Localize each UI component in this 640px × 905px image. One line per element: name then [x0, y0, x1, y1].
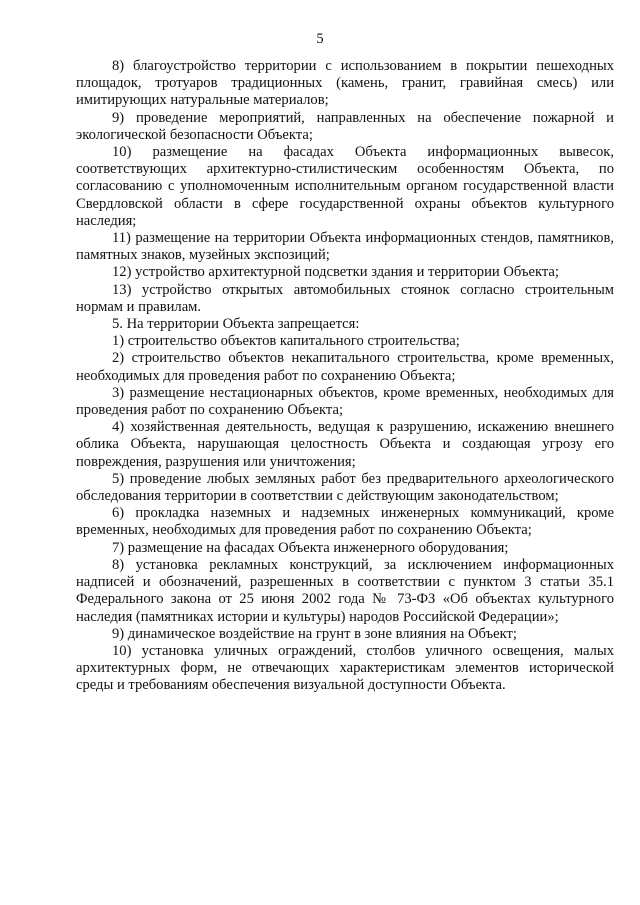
paragraph: 9) динамическое воздействие на грунт в зоне влияния на Объект;	[112, 625, 517, 642]
paragraph: 3) размещение нестационарных объектов, кроме временных, необходимых для проведения работ по сохранению Объекта;	[76, 384, 614, 419]
paragraph: 13) устройство открытых автомобильных стоянок согласно строительным нормам и правилам.	[76, 281, 614, 315]
paragraph: 7) размещение на фасадах Объекта инженерного оборудования;	[112, 539, 509, 556]
page-number: 5	[316, 31, 324, 47]
paragraph: 6) прокладка наземных и надземных инженерных коммуникаций, кроме временных, необходимых для проведения работ по сохранению Объекта;	[76, 505, 614, 539]
paragraph: 5) проведение любых земляных работ без предварительного археологического обследования территории в соответствии с действующим законодательством;	[76, 470, 614, 505]
paragraph: 9) проведение мероприятий, направленных на обеспечение пожарной и экологической безопасности Объекта;	[76, 109, 614, 143]
section-heading: 5. На территории Объекта запрещается:	[112, 316, 360, 333]
paragraph: 11) размещение на территории Объекта информационных стендов, памятников, памятных знаков, музейных экспозиций;	[76, 230, 614, 264]
paragraph: 8) благоустройство территории с использованием в покрытии пешеходных площадок, тротуаров традиционных (камень, гранит, гравийная смесь) или имитирующих натуральные материалов;	[76, 58, 614, 109]
paragraph: 10) размещение на фасадах Объекта информационных вывесок, соответствующих архитектурно-стилистическим особенностям Объекта, по согласованию с уполномоченным исполнительным органом государственной власти Свердловской области в сфере государственной охраны объектов культурного наследия;	[76, 144, 614, 229]
paragraph: 2) строительство объектов некапитального строительства, кроме временных, необходимых для проведения работ по сохранению Объекта;	[76, 350, 614, 384]
paragraph: 4) хозяйственная деятельность, ведущая к разрушению, искажению внешнего облика Объекта, нарушающая целостность Объекта и создающая угрозу его повреждения, разрушения или уничтожения;	[76, 419, 614, 470]
paragraph: 8) установка рекламных конструкций, за исключением информационных надписей и обозначений, разрешенных в соответствии с пунктом 3 статьи 35.1 Федерального закона от 25 июня 2002 года № 73-ФЗ «Об объектах культурного наследия (памятниках истории и культуры) народов Российской Федерации»;	[76, 556, 614, 625]
document-body	[76, 58, 614, 695]
paragraph: 10) установка уличных ограждений, столбов уличного освещения, малых архитектурных форм, не отвечающих характеристикам элементов исторической среды и требованиям обеспечения визуальной доступности Объекта.	[76, 642, 614, 694]
paragraph: 1) строительство объектов капитального строительства;	[112, 333, 460, 350]
paragraph: 12) устройство архитектурной подсветки здания и территории Объекта;	[112, 264, 559, 281]
